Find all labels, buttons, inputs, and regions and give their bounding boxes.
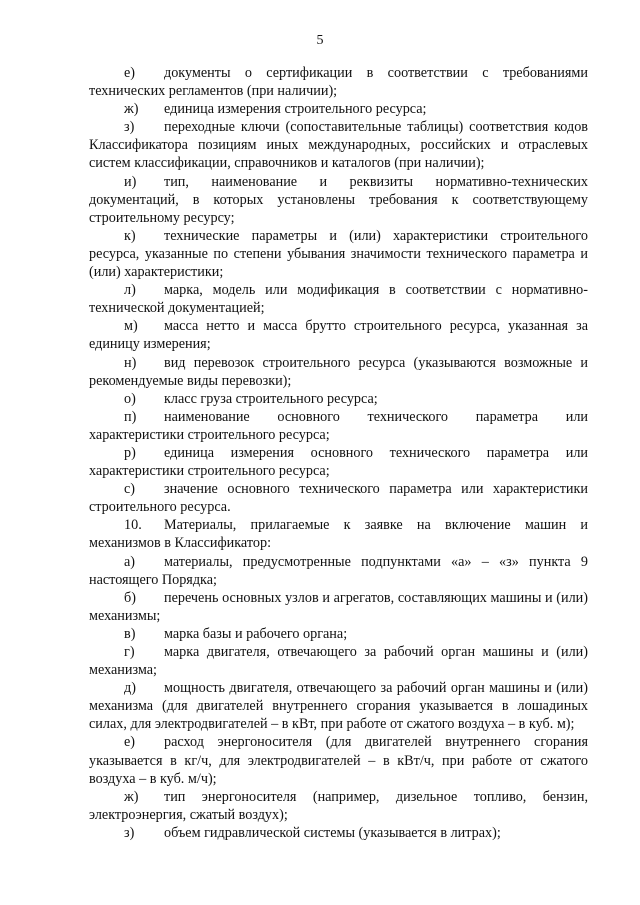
list-item [89, 354, 588, 390]
item-text: тип, наименование и реквизиты нормативно-технических документаций, в которых установлены требования к соответствующему строительному ресурсу; [89, 173, 588, 226]
list-item [89, 733, 588, 787]
list-item [89, 390, 588, 408]
list-item [89, 788, 588, 824]
list-item [89, 317, 588, 353]
item-marker: к) [124, 227, 136, 244]
item-text: марка базы и рабочего органа; [164, 625, 348, 642]
item-text: марка, модель или модификация в соответствии с нормативно-технической документацией; [89, 282, 588, 317]
item-text: значение основного технического параметра или характеристики строительного ресурса. [89, 481, 588, 516]
item-text: Материалы, прилагаемые к заявке на включение машин и механизмов в Классификатор: [89, 517, 588, 552]
item-marker: и) [124, 173, 137, 190]
list-item [89, 480, 588, 516]
document-body [89, 64, 588, 842]
list-item [89, 625, 588, 643]
item-marker: р) [124, 444, 136, 461]
list-item [89, 679, 588, 733]
item-marker: б) [124, 589, 136, 606]
list-item [89, 589, 588, 625]
item-marker: а) [124, 553, 136, 570]
item-marker: о) [124, 390, 136, 407]
item-text: документы о сертификации в соответствии с требованиями технических регламентов (при наличии); [89, 65, 588, 100]
list-item [89, 408, 588, 444]
item-marker: ж) [124, 788, 139, 805]
list-item [89, 643, 588, 679]
item-text: объем гидравлической системы (указывается в литрах); [164, 824, 501, 841]
item-text: вид перевозок строительного ресурса (указываются возможные и рекомендуемые виды перевозки); [89, 354, 588, 389]
item-text: единица измерения строительного ресурса; [164, 101, 427, 118]
list-item [89, 118, 588, 172]
list-item [89, 64, 588, 100]
item-text: технические параметры и (или) характеристики строительного ресурса, указанные по степени убывания значимости технического параметра и (или) характеристики; [89, 227, 588, 281]
item-marker: в) [124, 625, 136, 642]
item-marker: с) [124, 481, 136, 498]
item-marker: е) [124, 65, 136, 81]
item-text: мощность двигателя, отвечающего за рабочий орган машины и (или) механизма (для двигателей внутреннего сгорания указывается в лошадиных силах, для электродвигателей – в кВт, при работе от сжатого воздуха – в куб. м); [89, 680, 588, 733]
list-item [89, 100, 588, 118]
list-item [89, 553, 588, 589]
list-item [89, 824, 588, 842]
item-marker: д) [124, 680, 136, 697]
item-marker: з) [124, 119, 135, 136]
list-item [89, 173, 588, 227]
item-text: класс груза строительного ресурса; [164, 390, 378, 407]
item-text: тип энергоносителя (например, дизельное топливо, бензин, электроэнергия, сжатый воздух); [89, 788, 588, 823]
item-marker: е) [124, 734, 136, 751]
item-text: марка двигателя, отвечающего за рабочий орган машины и (или) механизма; [89, 644, 588, 679]
item-marker: 10. [124, 517, 142, 534]
item-text: расход энергоносителя (для двигателей внутреннего сгорания указывается в кг/ч, для электродвигателей – в кВт/ч, при работе от сжатого воздуха – в куб. м/ч); [89, 734, 588, 787]
item-text: материалы, предусмотренные подпунктами «а» – «з» пункта 9 настоящего Порядка; [89, 553, 588, 588]
item-text: переходные ключи (сопоставительные таблицы) соответствия кодов Классификатора позициям иных международных, российских и отраслевых систем классификации, справочников и каталогов (при наличии); [89, 119, 588, 172]
item-marker: н) [124, 354, 137, 371]
item-text: масса нетто и масса брутто строительного ресурса, указанная за единицу измерения; [89, 318, 588, 353]
item-marker: п) [124, 408, 137, 425]
item-text: единица измерения основного технического параметра или характеристики строительного ресурса; [89, 444, 588, 480]
list-item [89, 227, 588, 281]
item-marker: м) [124, 318, 138, 335]
list-item [89, 281, 588, 317]
item-marker: г) [124, 644, 135, 660]
list-item [89, 516, 588, 552]
item-marker: з) [124, 824, 135, 841]
item-text: перечень основных узлов и агрегатов, составляющих машины и (или) механизмы; [89, 589, 588, 624]
list-item [89, 444, 588, 480]
item-marker: ж) [124, 101, 139, 118]
item-marker: л) [124, 282, 136, 299]
page-number: 5 [316, 33, 324, 48]
item-text: наименование основного технического параметра или характеристики строительного ресурса; [89, 408, 588, 443]
